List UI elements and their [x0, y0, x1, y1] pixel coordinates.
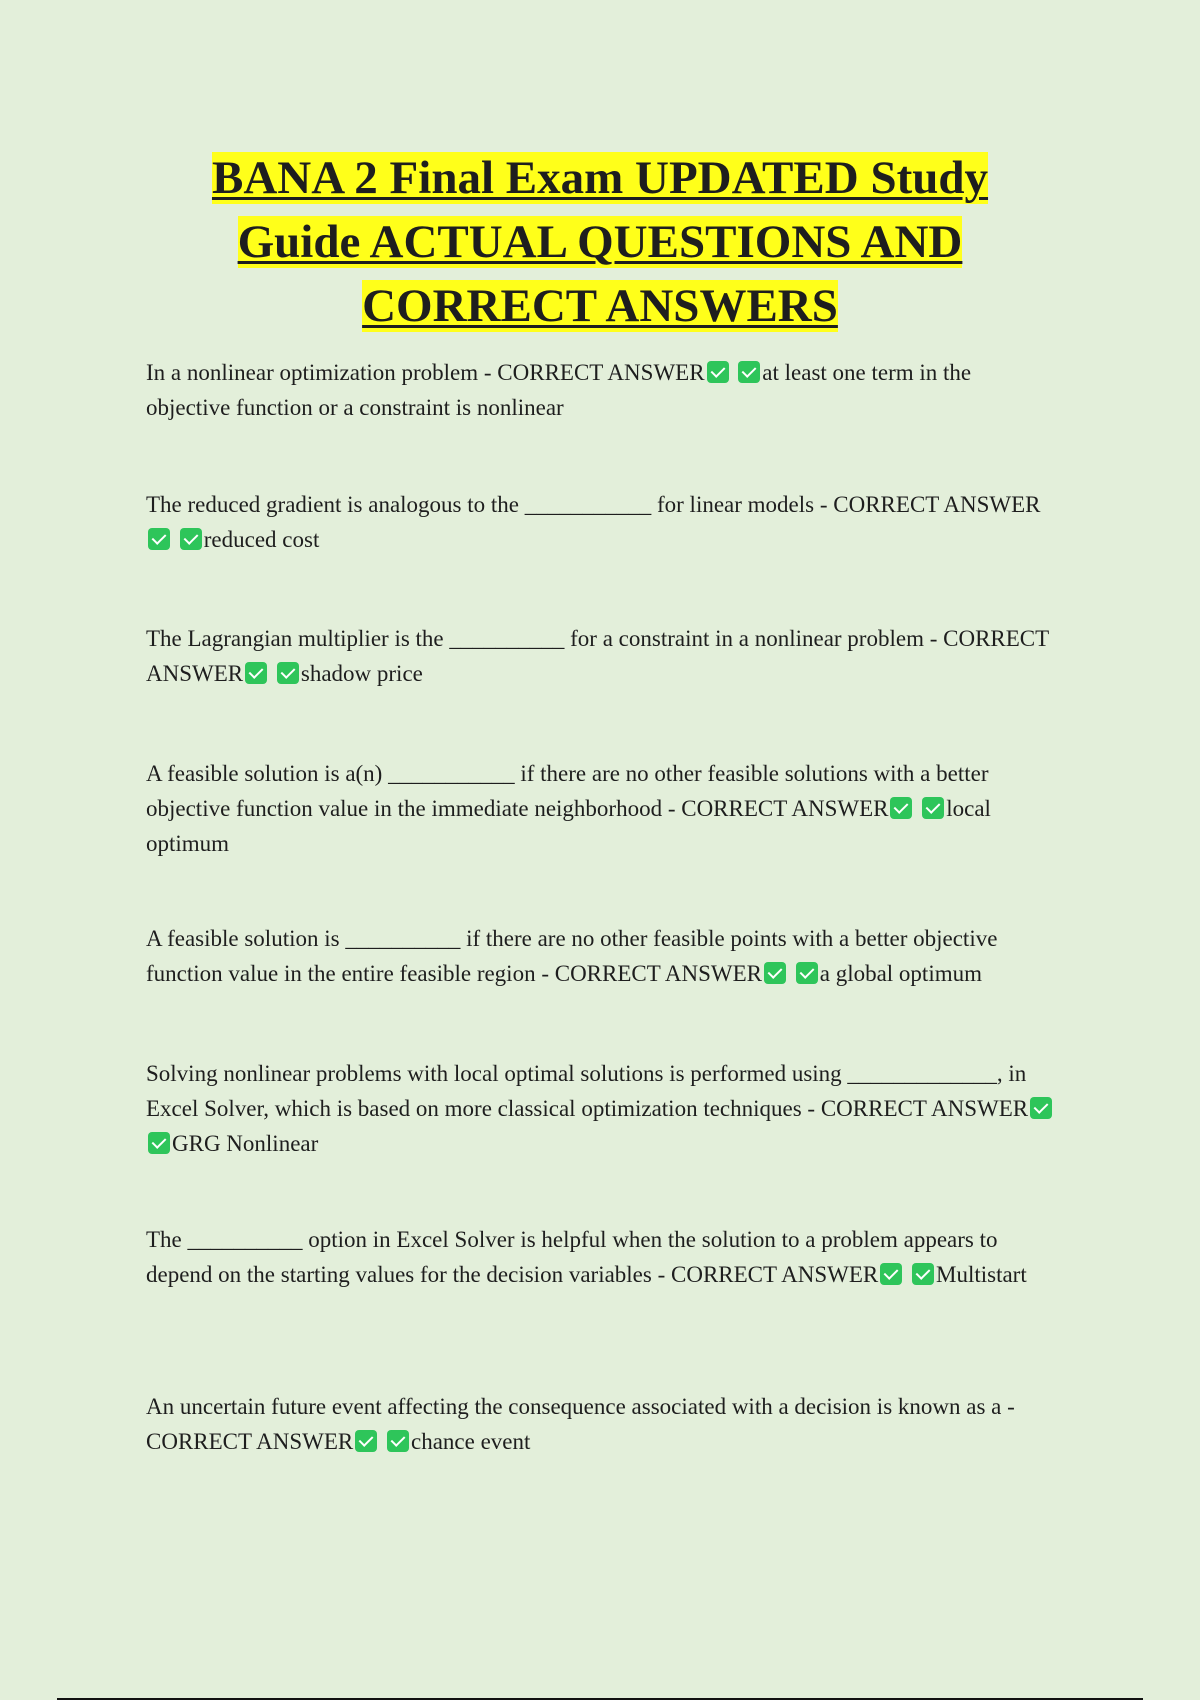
question-text: The reduced gradient is analogous to the ___________ for linear models - CORRECT ANSWER — [146, 492, 1041, 517]
check-mark-icon — [707, 361, 729, 383]
qa-item-8 — [146, 1389, 1056, 1459]
check-mark-icon — [180, 528, 202, 550]
question-text: Solving nonlinear problems with local optimal solutions is performed using _____________, in Excel Solver, which is based on more classical optimization techniques - CORRECT ANSWER — [146, 1061, 1029, 1121]
question-text: The __________ option in Excel Solver is helpful when the solution to a problem appears to depend on the starting values for the decision variables - CORRECT ANSWER — [146, 1227, 998, 1287]
qa-item-2 — [146, 487, 1056, 557]
answer-text: at least one term in the objective function or a constraint is nonlinear — [146, 360, 972, 420]
answer-text: a global optimum — [819, 961, 982, 986]
question-text: A feasible solution is __________ if there are no other feasible points with a better objective function value in the entire feasible region - CORRECT ANSWER — [146, 926, 998, 986]
question-text: In a nonlinear optimization problem - CORRECT ANSWER — [146, 360, 705, 385]
qa-item-3 — [146, 621, 1056, 691]
check-mark-icon — [355, 1430, 377, 1452]
check-mark-icon — [764, 962, 786, 984]
check-mark-icon — [277, 662, 299, 684]
answer-text: chance event — [411, 1429, 531, 1454]
qa-item-5 — [146, 921, 1056, 991]
check-mark-icon — [738, 361, 760, 383]
check-mark-icon — [148, 528, 170, 550]
check-mark-icon — [890, 797, 912, 819]
check-mark-icon — [1030, 1097, 1052, 1119]
answer-text: local optimum — [146, 796, 991, 856]
question-text: A feasible solution is a(n) ___________ if there are no other feasible solutions with a better objective function value in the immediate neighborhood - CORRECT ANSWER — [146, 761, 989, 821]
qa-item-4 — [146, 756, 1056, 861]
title-text: BANA 2 Final Exam UPDATED Study Guide ACTUAL QUESTIONS AND CORRECT ANSWERS — [211, 152, 989, 332]
check-mark-icon — [922, 797, 944, 819]
check-mark-icon — [387, 1430, 409, 1452]
question-text: The Lagrangian multiplier is the __________ for a constraint in a nonlinear problem - CORRECT ANSWER — [146, 626, 1049, 686]
qa-item-1 — [146, 355, 1056, 425]
document-title — [150, 146, 1050, 338]
check-mark-icon — [245, 662, 267, 684]
answer-text: shadow price — [300, 661, 423, 686]
answer-text: Multistart — [936, 1262, 1027, 1287]
check-mark-icon — [880, 1263, 902, 1285]
check-mark-icon — [796, 962, 818, 984]
check-mark-icon — [148, 1132, 170, 1154]
check-mark-icon — [912, 1263, 934, 1285]
qa-item-6 — [146, 1056, 1056, 1161]
qa-item-7 — [146, 1222, 1056, 1292]
answer-text: GRG Nonlinear — [172, 1131, 319, 1156]
question-text: An uncertain future event affecting the consequence associated with a decision is known as a - CORRECT ANSWER — [146, 1394, 1015, 1454]
answer-text: reduced cost — [203, 527, 320, 552]
